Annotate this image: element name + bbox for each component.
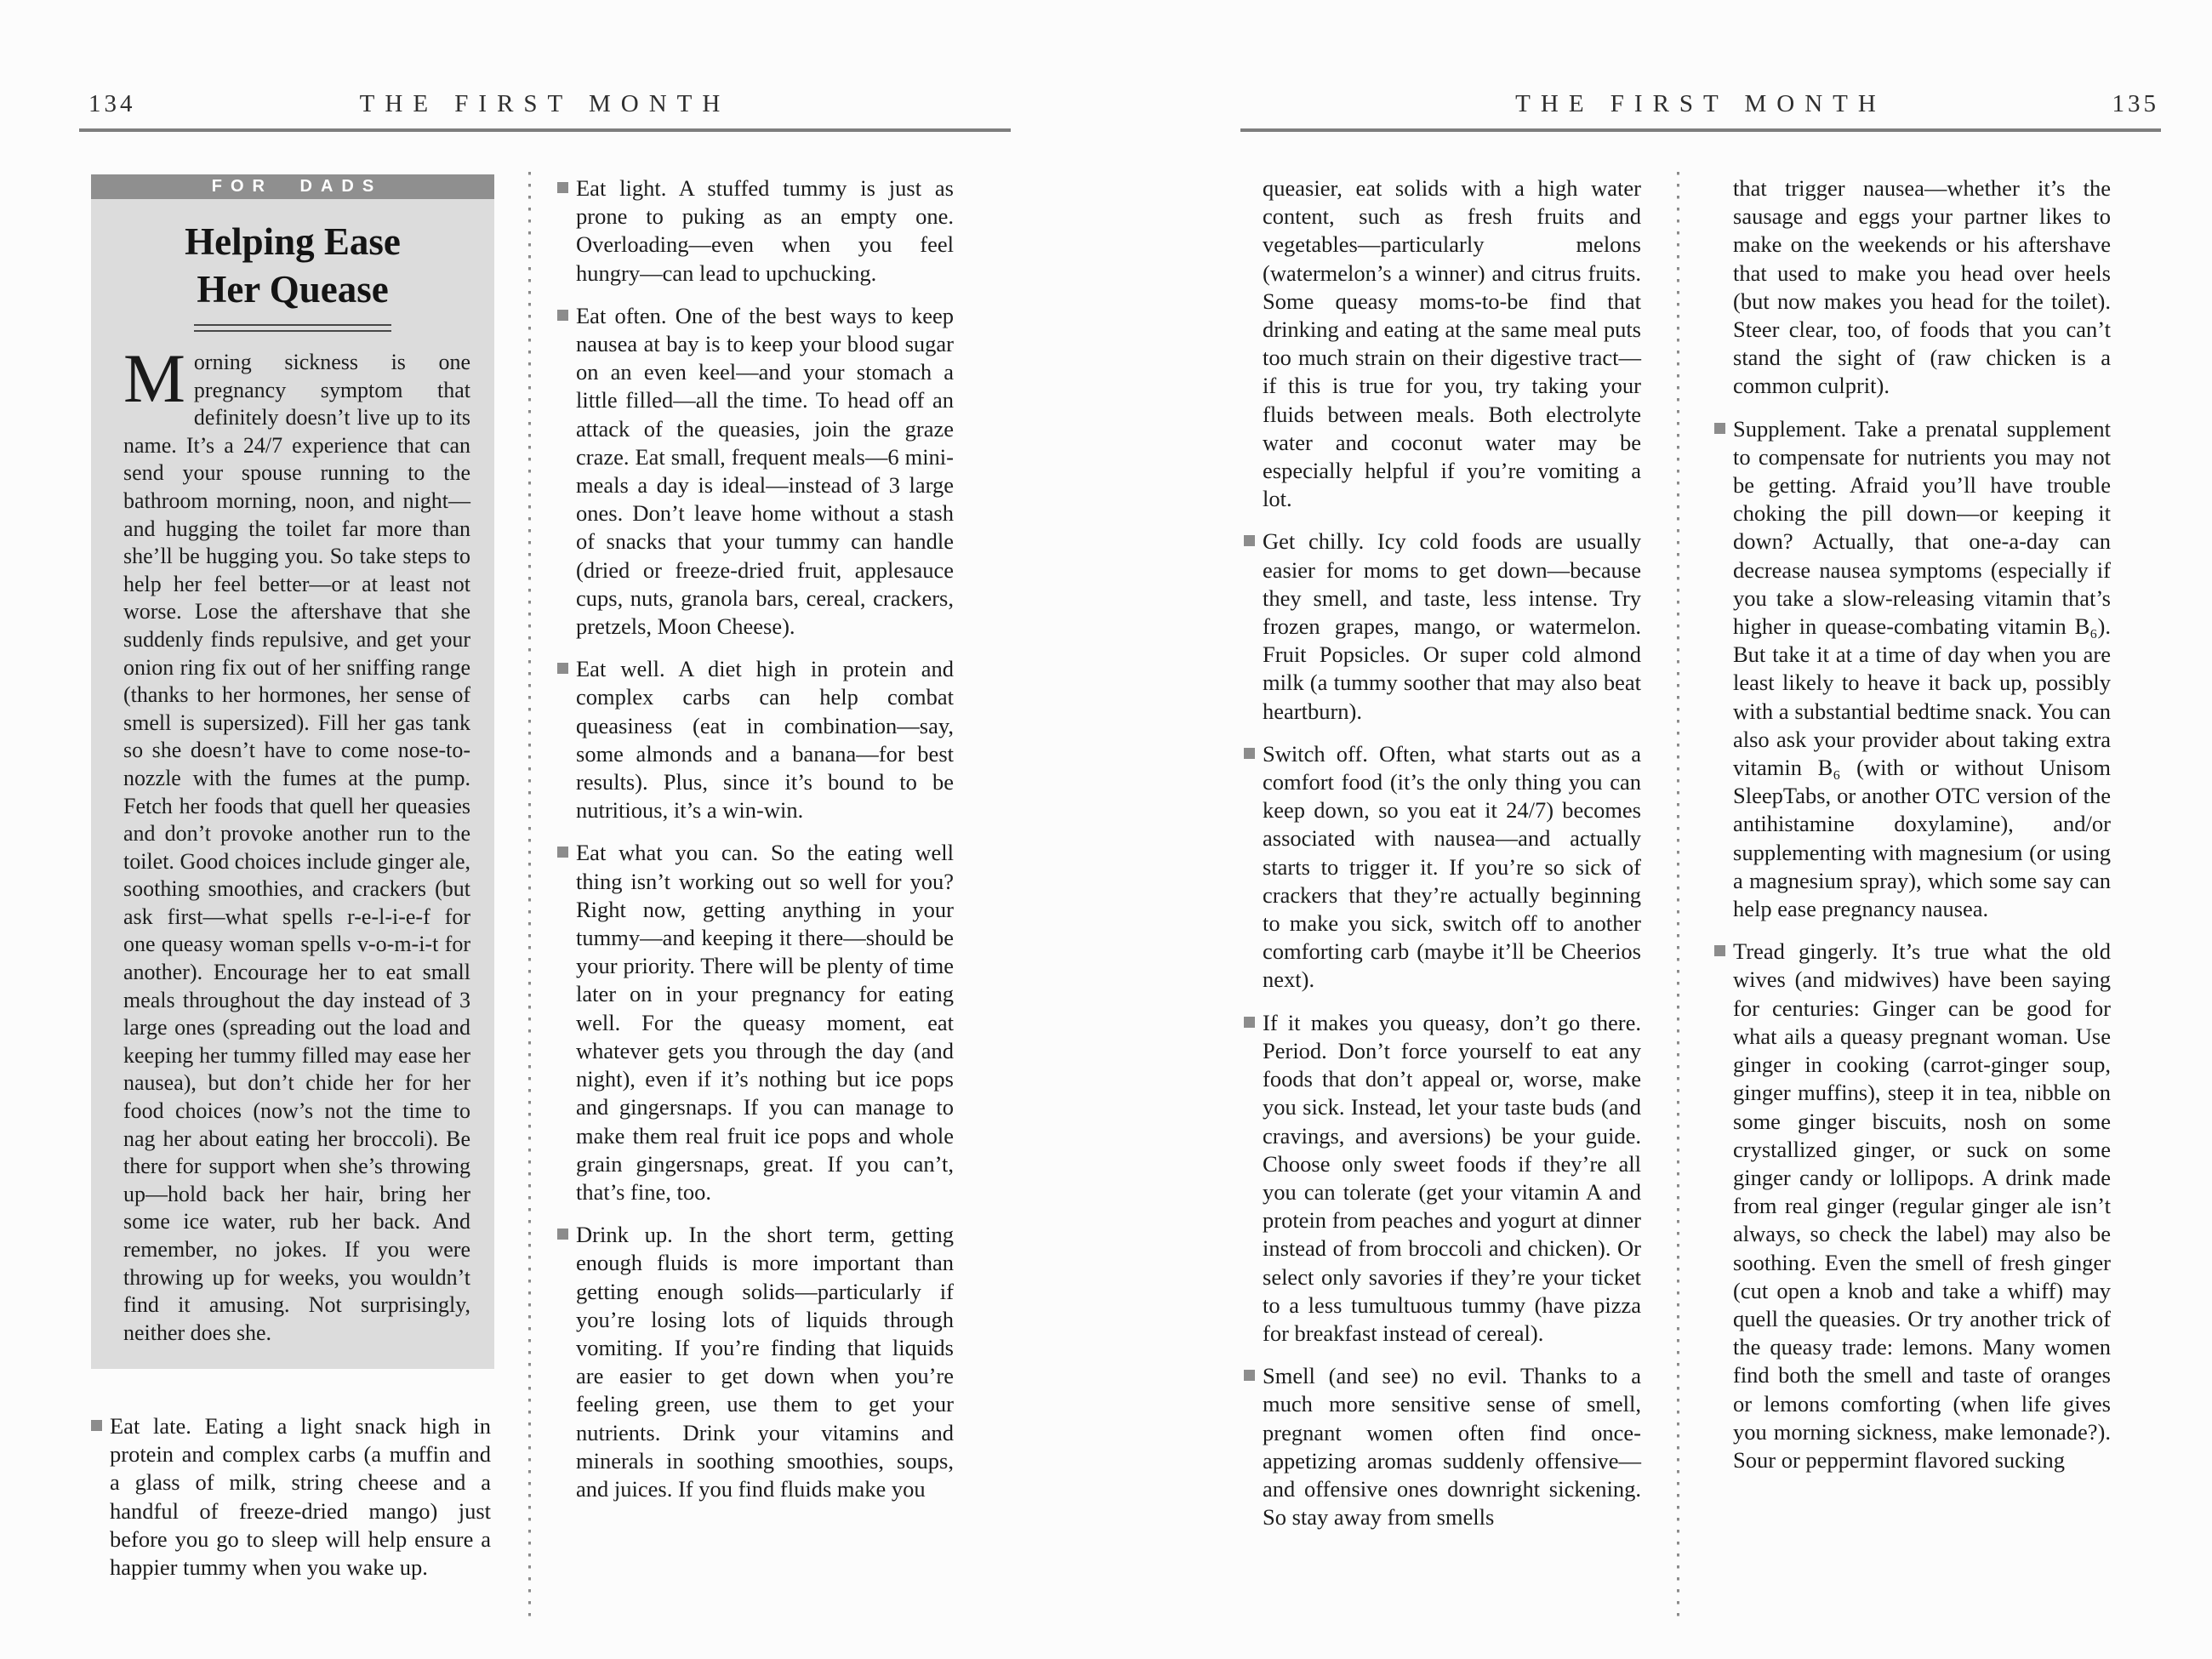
bullet-text: Smell (and see) no evil. Thanks to a much more sensitive sense of smell, pregnant women often find once-appetizing aromas suddenly offensive—and offensive ones downright sickening. So stay away from smells: [1263, 1363, 1641, 1531]
bullet-square-icon: [557, 663, 568, 674]
title-double-rule: [194, 324, 391, 332]
bullet-text: Drink up. In the short term, getting enough fluids is more important than getting enough solids—particularly if you’re losing lots of liquids through vomiting. If you’re finding that liquids are easier to get down when you’re feeling green, use them to get your nutrients. Drink your vitamins and minerals in soothing smoothies, soups, and juices. If you find fluids make you: [576, 1222, 954, 1502]
bullet-item: [1244, 1362, 1641, 1531]
bullet-square-icon: [1714, 423, 1725, 434]
for-dads-sidebar-box: [91, 174, 494, 1369]
header-rule-right: [1240, 128, 2161, 132]
bullet-text: Eat light. A stuffed tummy is just as prone to puking as an empty one. Overloading—even when you feel hungry—can lead to upchucking.: [576, 175, 954, 286]
bullet-item: [1714, 938, 2111, 1474]
bullet-square-icon: [557, 847, 568, 858]
bullet-square-icon: [557, 182, 568, 193]
sidebar-title-line1: Helping Ease: [185, 220, 401, 263]
bullet-item: [91, 1412, 491, 1582]
header-rule-left: [79, 128, 1011, 132]
page-number-right: 135: [2112, 90, 2159, 117]
column-divider-left-page: [528, 172, 531, 1621]
bullet-square-icon: [557, 310, 568, 321]
bullet-square-icon: [1244, 748, 1255, 759]
sidebar-body-text: orning sickness is one pregnancy symptom that definitely doesn’t live up to its name. It’s a 24/7 experience that can send your spouse running to the bathroom morning, noon, and night—and hugging the toilet far more than she’ll be hugging you. So take steps to help her feel better—or at least not worse. Lose the aftershave that she suddenly finds repulsive, and get your onion ring fix out of her sniffing range (thanks to her hormones, her sense of smell is supersized). Fill her gas tank so she doesn’t have to come nose-to-nozzle with the fumes at the pump. Fetch her foods that quell her queasies and don’t provoke another run to the toilet. Good choices include ginger ale, soothing smoothies, and crackers (but ask first—what spells r-e-l-i-e-f for one queasy woman spells v-o-m-i-t for another). Encourage her to eat small meals throughout the day instead of 3 large ones (spreading out the load and keeping her tummy filled may ease her nausea), but don’t chide her for her food choices (now’s not the time to nag her about eating her broccoli). Be there for support when she’s throwing up—hold back her hair, bring her some ice water, rub her back. And remember, no jokes. If you were throwing up for weeks, you wouldn’t find it amusing. Not surprisingly, neither does she.: [123, 350, 470, 1345]
continuation-text: queasier, eat solids with a high water content, such as fresh fruits and vegetables—particularly melons (watermelon’s a winner) and citrus fruits. Some queasy moms-to-be find that drinking and eating at the same meal puts too much strain on their digestive tract—if this is true for you, try taking your fluids between meals. Both electrolyte water and coconut water may be especially helpful if you’re vomiting a lot.: [1263, 175, 1641, 512]
bullet-text: Switch off. Often, what starts out as a comfort food (it’s the only thing you can keep down, so you eat it 24/7) becomes associated with nausea—and actually starts to trigger it. If you’re so sick of crackers that they’re actually beginning to make you sick, switch off to another comforting carb (maybe it’ll be Cheerios next).: [1263, 740, 1641, 993]
bullet-item: [1714, 415, 2111, 924]
bullet-item: [1244, 740, 1641, 995]
continuation-text: that trigger nausea—whether it’s the sausage and eggs your partner likes to make on the weekends or his aftershave that used to make you head over heels (but now makes you head for the toilet). Steer clear, too, of foods that you can’t stand the sight of (raw chicken is a common culprit).: [1733, 175, 2111, 399]
bullet-text: Eat well. A diet high in protein and complex carbs can help combat queasiness (eat in combination—say, some almonds and a banana—for best results). Plus, since it’s bound to be nutritious, it’s a win-win.: [576, 656, 954, 824]
bullet-item: [557, 655, 954, 824]
bullet-square-icon: [557, 1229, 568, 1240]
bullet-item: [557, 302, 954, 641]
bullet-item: [557, 839, 954, 1206]
bullet-text: Eat late. Eating a light snack high in protein and complex carbs (a muffin and a glass of milk, string cheese and a handful of freeze-dried mango) just before you go to sleep will help ensure a happier tummy when you wake up.: [110, 1413, 491, 1581]
running-header-left: THE FIRST MONTH: [359, 90, 731, 117]
bullet-square-icon: [91, 1420, 102, 1431]
sidebar-title-line2: Her Quease: [197, 268, 389, 311]
bullet-square-icon: [1244, 535, 1255, 546]
bullet-square-icon: [1244, 1017, 1255, 1028]
column2: [557, 174, 954, 1518]
bullet-square-icon: [1244, 1370, 1255, 1381]
bullet-item: [557, 1221, 954, 1503]
page-number-left: 134: [88, 90, 136, 117]
continuation-paragraph: [1244, 174, 1641, 513]
bullet-text: If it makes you queasy, don’t go there. Period. Don’t force yourself to eat any foods that don’t appeal or, worse, make you sick. Instead, let your taste buds (and cravings, and aversions) be your guide. Choose only sweet foods if they’re all you can tolerate (get your vitamin A and protein from peaches and yogurt at dinner instead of from broccoli and chicken). Or select only savories if they’re your ticket to a less tumultuous tummy (have pizza for breakfast instead of cereal).: [1263, 1009, 1641, 1346]
continuation-paragraph: [1714, 174, 2111, 401]
column4: [1714, 174, 2111, 1489]
column1-bullets: [91, 1412, 491, 1596]
bullet-text: Eat what you can. So the eating well thing isn’t working out so well for you? Right now, getting anything in your tummy—and keeping it there—should be your priority. There will be plenty of time later on in your pregnancy for eating well. For the queasy moment, eat whatever gets you through the day (and night), even if it’s nothing but ice pops and gingersnaps. If you can manage to make them real fruit ice pops and whole grain gingersnaps, great. If you can’t, that’s fine, too.: [576, 840, 954, 1205]
for-dads-kicker: FOR DADS: [91, 174, 494, 199]
bullet-item: [1244, 1009, 1641, 1348]
bullet-item: [1244, 527, 1641, 725]
sidebar-title: [91, 218, 494, 313]
column3: [1244, 174, 1641, 1546]
bullet-item: [557, 174, 954, 288]
drop-cap: M: [123, 339, 185, 417]
column-divider-right-page: [1677, 172, 1679, 1621]
bullet-square-icon: [1714, 945, 1725, 956]
bullet-text: Eat often. One of the best ways to keep nausea at bay is to keep your blood sugar on an even keel—and your stomach a little filled—all the time. To head off an attack of the queasies, join the graze craze. Eat small, frequent meals—6 mini-meals a day is ideal—instead of 3 large ones. Don’t leave home without a stash of snacks that your tummy can handle (dried or freeze-dried fruit, applesauce cups, nuts, granola bars, cereal, crackers, pretzels, Moon Cheese).: [576, 302, 954, 640]
running-header-right: THE FIRST MONTH: [1515, 90, 1886, 117]
bullet-text: Supplement. Take a prenatal supplement to compensate for nutrients you may not be getting. Afraid you’ll have trouble choking the pill down—or keeping it down? Actually, that one-a-day can decrease nausea symptoms (especially if you take a slow-releasing vitamin that’s higher in quease-combating vitamin B₆). But take it at a time of day when you are least likely to heave it back up, possibly with a substantial bedtime snack. You can also ask your provider about taking extra vitamin B₆ (with or without Unisom SleepTabs, or another OTC version of the antihistamine doxylamine), and/or supplementing with magnesium (or using a magnesium spray), which some say can help ease pregnancy nausea.: [1733, 415, 2111, 922]
bullet-text: Tread gingerly. It’s true what the old wives (and midwives) have been saying for centuries: Ginger can be good for what ails a queasy pregnant woman. Use ginger in cooking (carrot-ginger soup, ginger muffins), steep it in tea, nibble on some ginger biscuits, nosh on some crystallized ginger, or suck on some ginger candy or lollipops. A drink made from real ginger (regular ginger ale isn’t always, so check the label) may also be soothing. Even the smell of fresh ginger (cut open a knob and take a whiff) may quell the queasies. Or try another trick of the queasy trade: lemons. Many women find both the smell and taste of oranges or lemons comforting (when life gives you morning sickness, make lemonade?). Sour or peppermint flavored sucking: [1733, 938, 2111, 1473]
bullet-text: Get chilly. Icy cold foods are usually easier for moms to get down—because they smell, and taste, less intense. Try frozen grapes, mango, or watermelon. Fruit Popsicles. Or super cold almond milk (a tummy soother that may also beat heartburn).: [1263, 528, 1641, 724]
sidebar-body: [91, 339, 494, 1347]
